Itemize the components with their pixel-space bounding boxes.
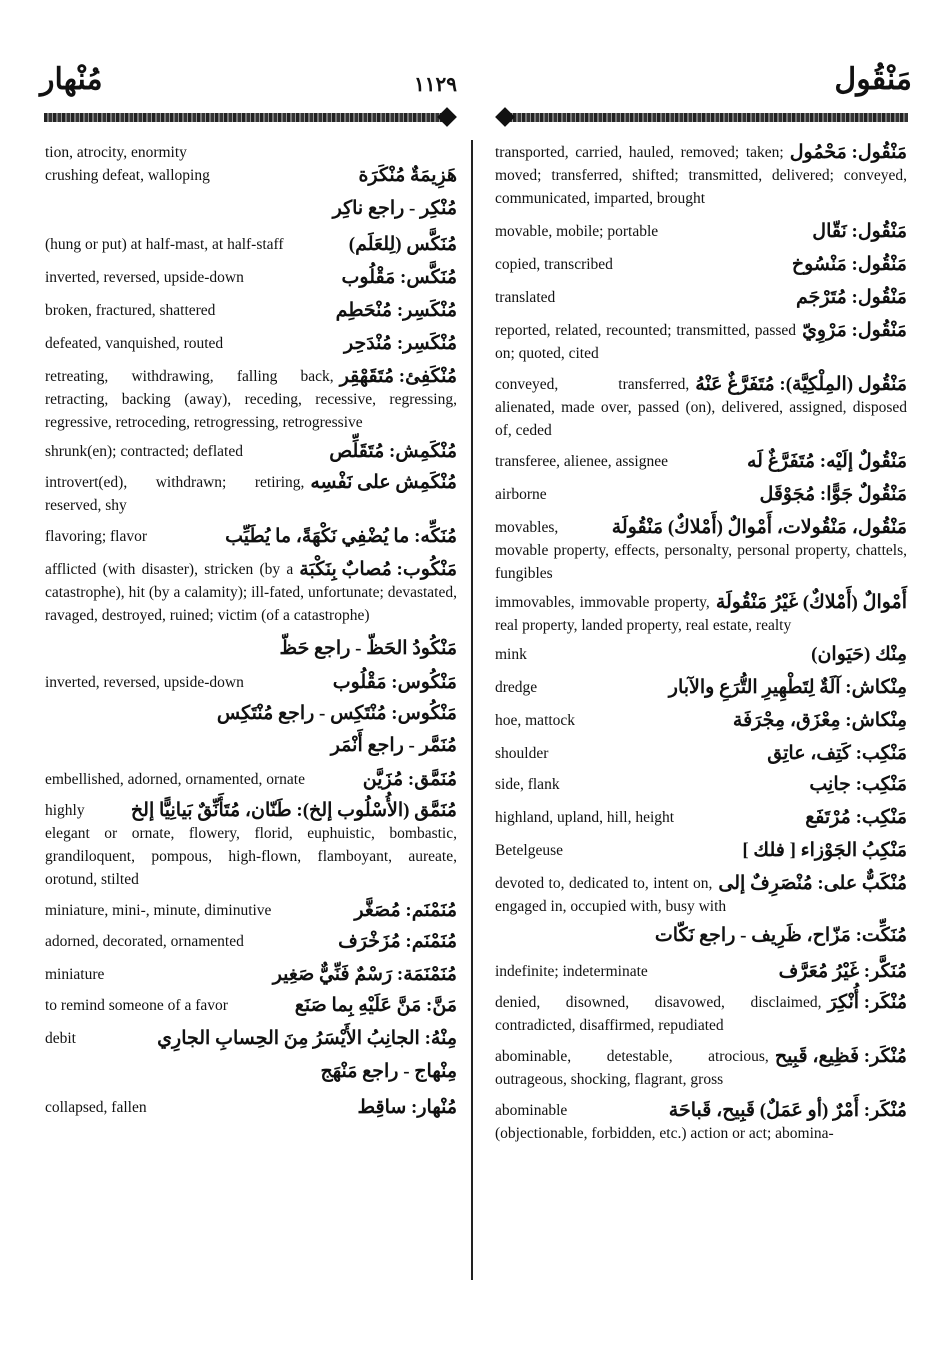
entry-arabic-headword: مِنْهاج - راجع مَنْهَج (320, 1061, 457, 1082)
entry-english-definition: Betelgeuse (495, 842, 564, 859)
entry-english-definition: miniature (45, 966, 105, 983)
dictionary-entry (495, 141, 907, 210)
entry-arabic-headword: مُنَمَّق (الأُسْلُوب إلخ): طَنّان، مُتَأَنِّقٌ بَيانِيًّا إلخ (130, 800, 457, 821)
dictionary-entry (45, 1027, 457, 1050)
entry-english-definition: (hung or put) at half-mast, at half-staff (45, 236, 284, 253)
entry-english-definition: afflicted (with disaster), stricken (by a catastrophe), hit (by a calamity); ill-fated, unfortunate; devastated, ravaged, destroyed, ruined; victim (of a catastrophe) (45, 561, 457, 624)
entry-english-definition: devoted to, dedicated to, intent on, engaged in, occupied with, busy with (495, 875, 727, 915)
dictionary-entry (45, 299, 457, 322)
dictionary-entry (45, 266, 457, 289)
dictionary-entry (45, 732, 457, 760)
entry-arabic-headword: مَنْكِب: كَتِف، عاتِق (767, 743, 907, 764)
entry-arabic-headword: مَنَّ: مَنَّ عَلَيْهِ بِما صَنَع (294, 995, 457, 1016)
dictionary-entry (495, 319, 907, 365)
dictionary-entry (495, 960, 907, 983)
entry-arabic-headword: مُنَمْنَم: مُزَخْرَف (338, 931, 457, 952)
entry-arabic-headword: مُنَكَّس (لِلعَلَم) (348, 234, 457, 255)
entry-english-definition: movable, mobile; portable (495, 223, 659, 240)
dictionary-entry (45, 164, 457, 187)
dictionary-entry (45, 994, 457, 1017)
entry-arabic-headword: مَنْقُولٌ جَوًّا: مُجَوْقَل (759, 484, 907, 505)
entry-english-definition: shoulder (495, 745, 549, 762)
dictionary-entry (45, 365, 457, 434)
dictionary-entry (45, 899, 457, 922)
dictionary-entry (45, 700, 457, 728)
entry-arabic-headword: مُنْكِر - راجع ناكِر (332, 198, 457, 219)
entry-arabic-headword: مَنْكُودُ الحَظّ - راجع حَظّ (279, 638, 457, 659)
entry-arabic-headword: مَنْقُول، مَنْقُولات، أَمْوالٌ (أَمْلاكٌ) مَنْقُولَة (611, 517, 907, 538)
dictionary-entry (45, 963, 457, 986)
entry-arabic-headword: مُنَكِّه: ما يُضْفِي نَكْهَةً، ما يُطَيِّب (225, 526, 457, 547)
entry-arabic-headword: مُنْكَفِئ: مُتَقَهْقِر (339, 366, 457, 387)
entry-arabic-headword: مُنَكَّر: غَيْرُ مُعَرَّف (778, 961, 907, 982)
entry-arabic-headword: مُنَمْنَمَة: رَسْمٌ فَنِّيٌّ صَغِير (272, 964, 457, 985)
entry-english-definition: indefinite; indeterminate (495, 963, 648, 980)
dictionary-entry (45, 525, 457, 548)
dictionary-entry (45, 930, 457, 953)
entry-english-definition: conveyed, transferred, alienated, made over, passed (on), delivered, assigned, disposed of, ceded (495, 376, 907, 439)
entry-english-definition: abominable, detestable, atrocious, outrageous, shocking, flagrant, gross (495, 1048, 769, 1088)
dictionary-entry (495, 643, 907, 666)
dictionary-entry (495, 483, 907, 506)
left-column (45, 141, 457, 1119)
entry-arabic-headword: مِنْكاش: آلَةٌ لِتَطْهِيرِ التُّرَعِ والآبار (668, 677, 907, 698)
entry-arabic-headword: مَنْقُول: مُتَرْجَم (795, 287, 907, 308)
dictionary-entry (495, 676, 907, 699)
entry-arabic-headword: أَمْوالٌ (أَمْلاكٌ) غَيْرُ مَنْقُولَة (715, 592, 907, 613)
entry-english-definition: side, flank (495, 776, 560, 793)
entry-arabic-headword: مُنْكَسِر: مُنْحَطِم (335, 300, 457, 321)
entry-english-definition: abominable (objectionable, forbidden, etc.) action or act; abomina- (495, 1102, 834, 1142)
entry-arabic-headword: مِنْكاش: مِعْزَق، مِجْرَفَة (732, 710, 907, 731)
entry-arabic-headword: مُنْكَمِش: مُتَقَلِّص (329, 441, 457, 462)
entry-arabic-headword: مُنْكَسِر: مُنْدَحِر (343, 333, 457, 354)
header-rule-left (44, 113, 448, 122)
entry-english-definition: collapsed, fallen (45, 1099, 147, 1116)
dictionary-entry (495, 450, 907, 473)
entry-arabic-headword: مَنْقُول (المِلْكِيَّة): مُتَفَرَّغٌ عَنْهُ (695, 374, 907, 395)
dictionary-entry (45, 558, 457, 627)
entry-english-definition: dredge (495, 679, 538, 696)
dictionary-entry (495, 516, 907, 585)
dictionary-entry (495, 709, 907, 732)
entry-english-definition: transported, carried, hauled, removed; taken; moved; transferred, shifted; transmitted, delivered; conveyed, communicated, imparted, brought (495, 144, 907, 207)
entry-english-definition: hoe, mattock (495, 712, 576, 729)
dictionary-entry (45, 332, 457, 355)
dictionary-entry (495, 872, 907, 918)
entry-arabic-headword: مُنْهار: ساقِط (357, 1097, 457, 1118)
entry-arabic-headword: مِنْك (حَيَوان) (811, 644, 907, 665)
dictionary-entry (45, 768, 457, 791)
entry-english-definition: movables, movable property, effects, personalty, personal property, chattels, fungibles (495, 519, 907, 582)
entry-english-definition: mink (495, 646, 527, 663)
dictionary-entry (495, 839, 907, 862)
dictionary-entry (45, 233, 457, 256)
entry-arabic-headword: مَنْكِب: مُرْتَفَع (805, 807, 907, 828)
entry-arabic-headword: مَنْكُوس: مُنْتَكِس - راجع مُنْتَكِس (216, 703, 457, 724)
entry-english-definition: adorned, decorated, ornamented (45, 933, 244, 950)
rule-ornament-left (437, 107, 457, 127)
right-column (495, 141, 907, 1145)
page-number: ١١٢٩ (414, 74, 457, 96)
entry-english-definition: immovables, immovable property, real property, landed property, real estate, realty (495, 594, 792, 634)
entry-arabic-headword: مُنْكَبٌّ على: مُنْصَرِفٌ إلى (718, 873, 907, 894)
entry-arabic-headword: مُنْكَمِش على نَفْسِه (310, 472, 457, 493)
entry-arabic-headword: مُنَكَّس: مَقْلُوب (341, 267, 457, 288)
dictionary-entry (45, 440, 457, 463)
dictionary-entry (495, 1099, 907, 1145)
entry-english-definition: defeated, vanquished, routed (45, 335, 224, 352)
entry-english-definition: shrunk(en); contracted; deflated (45, 443, 243, 460)
dictionary-entry (495, 806, 907, 829)
dictionary-entry (495, 373, 907, 442)
entry-arabic-headword: مَنْقُول: مَنْسُوخ (791, 254, 907, 275)
entry-arabic-headword: مَنْقُول: نَقّال (812, 221, 907, 242)
rule-ornament-right (495, 107, 515, 127)
entry-english-definition: tion, atrocity, enormity (45, 144, 187, 161)
entry-english-definition: transferee, alienee, assignee (495, 453, 668, 470)
guide-word-right: مَنْقُول (834, 63, 912, 96)
column-divider (471, 140, 473, 1280)
entry-english-definition: miniature, mini-, minute, diminutive (45, 902, 272, 919)
entry-english-definition: introvert(ed), withdrawn; retiring, reserved, shy (45, 474, 305, 514)
dictionary-entry (45, 1058, 457, 1086)
entry-arabic-headword: مَنْقُول: مَرْوِيّ (802, 320, 907, 341)
entry-arabic-headword: مُنَمْنَم: مُصَغَّر (354, 900, 457, 921)
entry-arabic-headword: مُنْكَر: فَظِيع، قَبِيح (774, 1046, 907, 1067)
entry-arabic-headword: مَنْكِب: جانِب (809, 774, 907, 795)
entry-english-definition: highly elegant or ornate, flowery, florid, euphuistic, bombastic, grandiloquent, pompous, high-flown, flamboyant, aureate, orotund, stilted (45, 802, 457, 888)
dictionary-entry (45, 799, 457, 891)
entry-arabic-headword: مُنَمَّر - راجع أَنْمَر (330, 735, 457, 756)
entry-english-definition: inverted, reversed, upside-down (45, 674, 244, 691)
dictionary-entry (495, 1045, 907, 1091)
entry-arabic-headword: مَنْكِبُ الجَوْزاء [ فلك ] (742, 840, 907, 861)
entry-english-definition: copied, transcribed (495, 256, 613, 273)
dictionary-entry (495, 991, 907, 1037)
entry-english-definition: retreating, withdrawing, falling back, retracting, backing (away), receding, recessive, regressing, regressive, retroceding, retrogressing, retrogressive (45, 368, 457, 431)
dictionary-entry (495, 253, 907, 276)
entry-english-definition: to remind someone of a favor (45, 997, 228, 1014)
entry-english-definition: denied, disowned, disavowed, disclaimed, contradicted, disaffirmed, repudiated (495, 994, 822, 1034)
dictionary-entry (45, 1096, 457, 1119)
entry-arabic-headword: هَزِيمَةٌ مُنْكَرَة (358, 165, 457, 186)
entry-arabic-headword: مَنْكُوس: مَقْلُوب (332, 672, 457, 693)
entry-arabic-headword: مَنْقُول: مَحْمُول (789, 142, 907, 163)
entry-arabic-headword: مِنْهُ: الجانِبُ الأَيْسَرُ مِنَ الحِسابِ الجارِي (157, 1028, 457, 1049)
entry-english-definition: highland, upland, hill, height (495, 809, 675, 826)
entry-arabic-headword: مُنَمَّق: مُزَيَّن (362, 769, 457, 790)
entry-english-definition: inverted, reversed, upside-down (45, 269, 244, 286)
entry-english-definition: embellished, adorned, ornamented, ornate (45, 771, 305, 788)
dictionary-entry (45, 195, 457, 223)
dictionary-entry (45, 471, 457, 517)
entry-arabic-headword: مَنْقُولٌ إلَيْه: مُتَفَرَّغٌ لَه (746, 451, 907, 472)
entry-english-definition: reported, related, recounted; transmitted, passed on; quoted, cited (495, 322, 797, 362)
dictionary-entry (495, 773, 907, 796)
dictionary-entry (45, 635, 457, 663)
entry-english-definition: crushing defeat, walloping (45, 167, 210, 184)
entry-arabic-headword: مَنْكُوب: مُصابٌ بِنَكْبَة (299, 559, 457, 580)
entry-english-definition: translated (495, 289, 556, 306)
header-rule-right (504, 113, 908, 122)
dictionary-entry (495, 591, 907, 637)
entry-english-definition: airborne (495, 486, 547, 503)
entry-arabic-headword: مُنْكَر: أَمْرٌ (أو عَمَلٌ) قَبِيح، قَباحَة (668, 1100, 907, 1121)
dictionary-entry (495, 742, 907, 765)
dictionary-entry (495, 220, 907, 243)
entry-english-definition: broken, fractured, shattered (45, 302, 216, 319)
dictionary-entry (45, 671, 457, 694)
guide-word-left: مُنْهار (40, 63, 103, 96)
dictionary-entry (45, 141, 457, 164)
entry-english-definition: flavoring; flavor (45, 528, 148, 545)
entry-arabic-headword: مُنْكَر: أُنْكِرَ (827, 992, 907, 1013)
dictionary-entry (495, 922, 907, 950)
entry-english-definition: debit (45, 1030, 76, 1047)
entry-arabic-headword: مُنَكِّت: مَزّاح، ظَرِيف - راجع نَكّات (654, 925, 907, 946)
dictionary-entry (495, 286, 907, 309)
